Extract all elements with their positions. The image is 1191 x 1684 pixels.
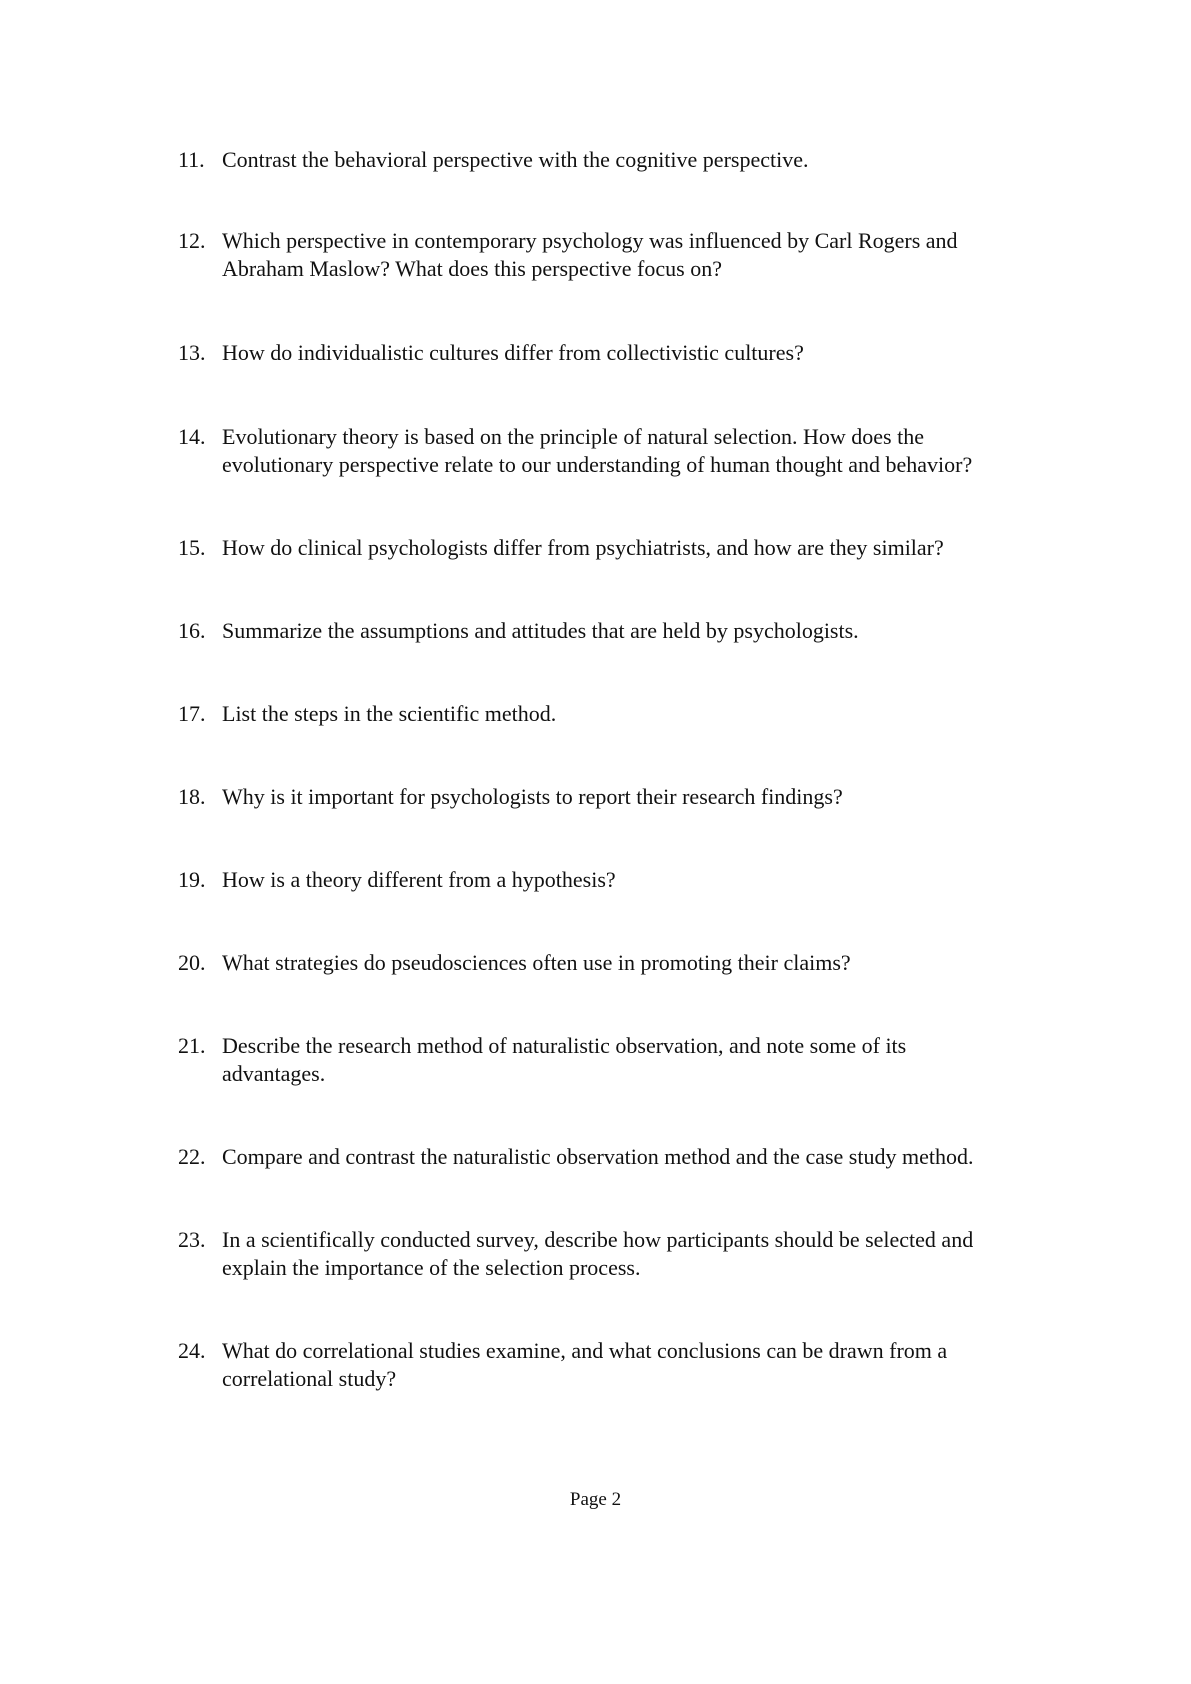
question-line: correlational study? bbox=[222, 1366, 397, 1391]
question-line: Contrast the behavioral perspective with the cognitive perspective. bbox=[222, 147, 809, 172]
question-text bbox=[222, 617, 1058, 645]
question-line: What do correlational studies examine, and what conclusions can be drawn from a bbox=[222, 1338, 948, 1363]
question-text bbox=[222, 146, 1058, 174]
question-text bbox=[222, 700, 1058, 728]
question-line: evolutionary perspective relate to our understanding of human thought and behavior? bbox=[222, 452, 973, 477]
question-15 bbox=[178, 534, 1058, 562]
question-line: Summarize the assumptions and attitudes that are held by psychologists. bbox=[222, 618, 859, 643]
question-14 bbox=[178, 423, 1058, 479]
question-line: Describe the research method of naturalistic observation, and note some of its bbox=[222, 1033, 907, 1058]
page-number: Page 2 bbox=[569, 1489, 622, 1510]
question-18 bbox=[178, 783, 1058, 811]
question-16 bbox=[178, 617, 1058, 645]
question-line: explain the importance of the selection process. bbox=[222, 1255, 641, 1280]
question-12 bbox=[178, 227, 1058, 283]
question-17 bbox=[178, 700, 1058, 728]
question-line: Why is it important for psychologists to report their research findings? bbox=[222, 784, 843, 809]
question-line: In a scientifically conducted survey, describe how participants should be selected and bbox=[222, 1227, 974, 1252]
question-text bbox=[222, 783, 1058, 811]
question-number: 17. bbox=[178, 701, 206, 726]
question-text bbox=[222, 534, 1058, 562]
question-line: List the steps in the scientific method. bbox=[222, 701, 557, 726]
question-20 bbox=[178, 949, 1058, 977]
question-number: 20. bbox=[178, 950, 206, 975]
question-text bbox=[222, 227, 1058, 283]
question-number: 15. bbox=[178, 535, 206, 560]
question-number: 24. bbox=[178, 1338, 206, 1363]
question-line: advantages. bbox=[222, 1061, 326, 1086]
question-number: 19. bbox=[178, 867, 206, 892]
question-line: How is a theory different from a hypothesis? bbox=[222, 867, 616, 892]
question-text bbox=[222, 1337, 1058, 1393]
question-line: Which perspective in contemporary psychology was influenced by Carl Rogers and bbox=[222, 228, 958, 253]
question-text bbox=[222, 1226, 1058, 1282]
question-text bbox=[222, 1143, 1058, 1171]
question-number: 23. bbox=[178, 1227, 206, 1252]
question-number: 12. bbox=[178, 228, 206, 253]
question-number: 13. bbox=[178, 340, 206, 365]
question-11 bbox=[178, 146, 1058, 174]
question-23 bbox=[178, 1226, 1058, 1282]
question-number: 21. bbox=[178, 1033, 206, 1058]
question-number: 22. bbox=[178, 1144, 206, 1169]
question-number: 14. bbox=[178, 424, 206, 449]
question-text bbox=[222, 1032, 1058, 1088]
question-number: 16. bbox=[178, 618, 206, 643]
question-number: 18. bbox=[178, 784, 206, 809]
question-line: Evolutionary theory is based on the principle of natural selection. How does the bbox=[222, 424, 924, 449]
question-line: How do clinical psychologists differ from psychiatrists, and how are they similar? bbox=[222, 535, 944, 560]
question-line: What strategies do pseudosciences often use in promoting their claims? bbox=[222, 950, 851, 975]
question-line: Compare and contrast the naturalistic observation method and the case study method. bbox=[222, 1144, 974, 1169]
question-24 bbox=[178, 1337, 1058, 1393]
question-22 bbox=[178, 1143, 1058, 1171]
question-text bbox=[222, 339, 1058, 367]
question-text bbox=[222, 423, 1058, 479]
question-19 bbox=[178, 866, 1058, 894]
question-text bbox=[222, 949, 1058, 977]
question-text bbox=[222, 866, 1058, 894]
question-21 bbox=[178, 1032, 1058, 1088]
question-line: Abraham Maslow? What does this perspective focus on? bbox=[222, 256, 722, 281]
question-number: 11. bbox=[178, 147, 205, 172]
question-13 bbox=[178, 339, 1058, 367]
question-line: How do individualistic cultures differ from collectivistic cultures? bbox=[222, 340, 804, 365]
